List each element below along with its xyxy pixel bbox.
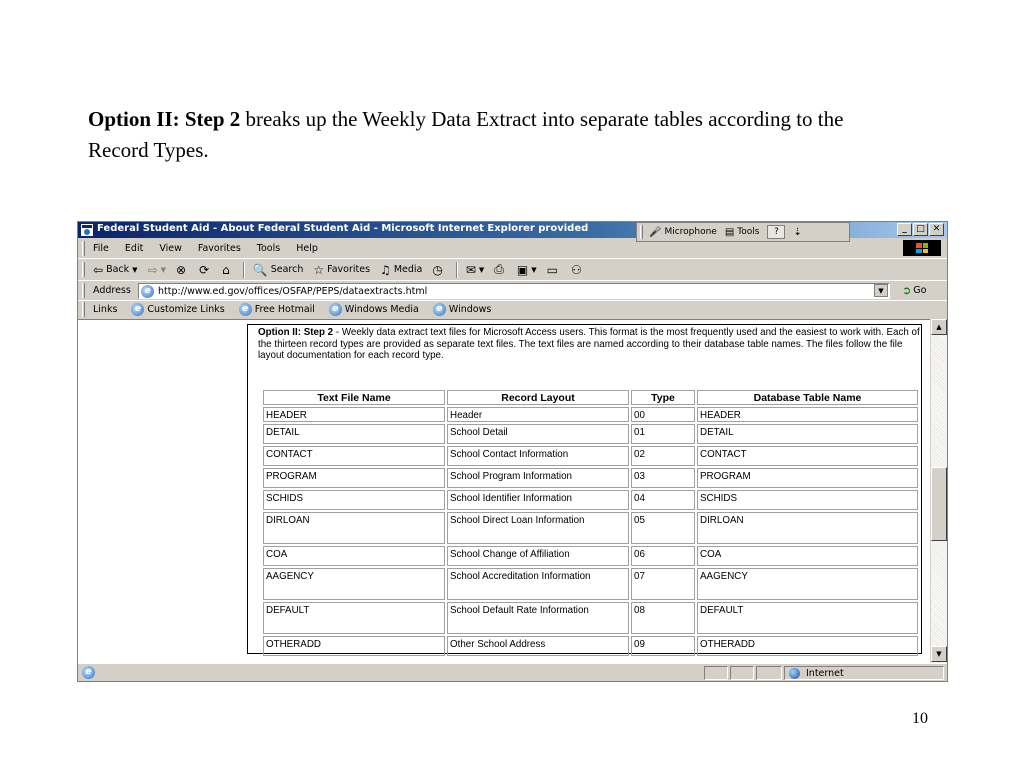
link-ie-icon: e — [329, 303, 342, 316]
table-cell: 06 — [631, 546, 695, 566]
windows-logo — [903, 240, 941, 256]
favorites-icon: ☆ — [313, 262, 325, 277]
table-row — [263, 446, 918, 466]
page-number: 10 — [912, 710, 928, 727]
media-label: Media — [393, 264, 423, 275]
search-label: Search — [270, 264, 304, 275]
table-cell: Header — [447, 407, 629, 422]
media-icon: ♫ — [380, 262, 391, 277]
status-pane — [704, 666, 728, 680]
table-row — [263, 424, 918, 444]
table-body — [263, 407, 918, 656]
home-button[interactable] — [222, 263, 233, 277]
messenger-icon: ⚇ — [570, 262, 582, 277]
link-ie-icon: e — [239, 303, 252, 316]
microphone-button[interactable] — [649, 227, 717, 238]
minimize-button[interactable]: _ — [897, 223, 912, 236]
favorites-button[interactable] — [313, 263, 370, 277]
table-cell: PROGRAM — [697, 468, 918, 488]
table-cell: School Contact Information — [447, 446, 629, 466]
menu-edit[interactable]: Edit — [124, 243, 144, 254]
table-cell: Other School Address — [447, 636, 629, 656]
menu-bar-grip[interactable] — [82, 241, 85, 256]
tools-icon: ▤ — [724, 226, 735, 238]
table-cell: DETAIL — [697, 424, 918, 444]
go-label: Go — [913, 285, 927, 296]
back-arrow-icon: ⇦ — [93, 262, 104, 277]
table-cell: 03 — [631, 468, 695, 488]
slide-heading-text: breaks up the Weekly Data Extract into separate tables according to the Record Types. — [88, 107, 844, 162]
close-button[interactable]: ✕ — [929, 223, 944, 236]
intro-bold: Option II: Step 2 — [258, 327, 334, 338]
table-cell: 07 — [631, 568, 695, 600]
table-cell: 02 — [631, 446, 695, 466]
links-label: Links — [93, 304, 118, 315]
table-cell: DEFAULT — [697, 602, 918, 634]
language-options-icon[interactable]: ⇣ — [793, 226, 802, 238]
column-header: Record Layout — [447, 390, 629, 405]
page-ie-icon: e — [141, 285, 154, 298]
table-row — [263, 468, 918, 488]
language-bar-grip[interactable] — [640, 225, 643, 239]
link-label: Windows — [448, 304, 492, 315]
messenger-button[interactable] — [571, 263, 585, 277]
caption-buttons — [896, 223, 944, 236]
go-button[interactable] — [902, 284, 926, 297]
home-icon: ⌂ — [222, 262, 230, 277]
toolbar-separator — [243, 262, 245, 278]
tools-label: Tools — [737, 227, 760, 237]
mail-icon: ✉ — [465, 262, 476, 277]
table-cell: 00 — [631, 407, 695, 422]
address-bar — [78, 280, 947, 300]
mail-button[interactable] — [466, 263, 484, 277]
link-label: Customize Links — [147, 304, 225, 315]
intro-paragraph — [258, 327, 922, 362]
search-button[interactable] — [253, 263, 304, 277]
print-icon: ⎙ — [494, 262, 504, 276]
word-edit-icon: ▣ — [516, 262, 529, 277]
table-cell: DEFAULT — [263, 602, 445, 634]
table-cell: OTHERADD — [697, 636, 918, 656]
stop-button[interactable] — [176, 263, 189, 277]
address-input[interactable] — [138, 283, 890, 299]
browser-window — [77, 221, 948, 682]
table-cell: CONTACT — [263, 446, 445, 466]
table-cell: 09 — [631, 636, 695, 656]
forward-arrow-icon: ⇨ — [147, 262, 158, 277]
table-row — [263, 512, 918, 544]
window-title: Federal Student Aid - About Federal Student Aid - Microsoft Internet Explorer provided — [97, 223, 589, 234]
menu-bar — [78, 239, 947, 258]
table-row — [263, 602, 918, 634]
standard-toolbar — [78, 258, 947, 280]
tools-button[interactable] — [725, 227, 760, 238]
column-header: Database Table Name — [697, 390, 918, 405]
table-cell: DETAIL — [263, 424, 445, 444]
table-cell: DIRLOAN — [697, 512, 918, 544]
table-header-row — [263, 390, 918, 405]
menu-file[interactable]: File — [93, 243, 109, 254]
status-bar — [78, 663, 947, 681]
table-cell: HEADER — [263, 407, 445, 422]
back-button[interactable] — [93, 263, 138, 277]
back-dropdown-icon[interactable]: ▼ — [132, 265, 138, 274]
menu-tools[interactable]: Tools — [256, 243, 281, 254]
table-cell: OTHERADD — [263, 636, 445, 656]
link-windows-media[interactable] — [329, 303, 419, 316]
ie-app-icon — [81, 224, 93, 236]
status-pane — [730, 666, 754, 680]
intro-text: - Weekly data extract text files for Microsoft Access users. This format is the most frequently used and the easiest to work with. Each of the thirteen record types are provided as separate text files. The text files are named according to their database table names. The files follow the file layout documentation for each record type. — [258, 327, 920, 361]
refresh-button[interactable] — [199, 263, 212, 277]
forward-button[interactable] — [148, 263, 166, 277]
print-button[interactable] — [494, 262, 507, 277]
media-button[interactable] — [380, 263, 422, 277]
forward-dropdown-icon[interactable]: ▼ — [160, 265, 167, 274]
table-cell: 04 — [631, 490, 695, 510]
back-label: Back — [106, 264, 130, 275]
stop-icon: ⊗ — [176, 262, 187, 277]
scroll-up-button[interactable]: ▲ — [931, 319, 947, 335]
table-cell: School Detail — [447, 424, 629, 444]
table-cell: PROGRAM — [263, 468, 445, 488]
favorites-label: Favorites — [327, 264, 371, 275]
link-free-hotmail[interactable] — [239, 303, 315, 316]
microphone-icon: 🎤 — [649, 226, 662, 238]
mail-dropdown-icon[interactable]: ▼ — [478, 265, 485, 274]
scroll-thumb[interactable] — [931, 467, 947, 541]
table-cell: SCHIDS — [263, 490, 445, 510]
maximize-button[interactable]: □ — [913, 223, 928, 236]
table-row — [263, 568, 918, 600]
address-label: Address — [93, 285, 131, 296]
language-help-button[interactable]: ? — [767, 225, 785, 239]
history-button[interactable] — [432, 263, 445, 277]
history-icon: ◷ — [432, 262, 443, 277]
link-customize-links[interactable] — [131, 303, 224, 316]
refresh-icon: ⟳ — [199, 262, 210, 277]
table-cell: 08 — [631, 602, 695, 634]
toolbar-grip[interactable] — [82, 262, 85, 277]
table-cell: School Direct Loan Information — [447, 512, 629, 544]
table-cell: School Change of Affiliation — [447, 546, 629, 566]
table-row — [263, 407, 918, 422]
table-cell: AAGENCY — [697, 568, 918, 600]
table-cell: CONTACT — [697, 446, 918, 466]
scroll-down-button[interactable]: ▼ — [931, 646, 947, 662]
search-icon: 🔍 — [252, 262, 268, 277]
links-bar-grip[interactable] — [82, 302, 85, 317]
slide-heading — [88, 104, 868, 166]
table-cell: School Default Rate Information — [447, 602, 629, 634]
internet-globe-icon — [789, 668, 800, 679]
table-cell: School Identifier Information — [447, 490, 629, 510]
status-pane — [756, 666, 782, 680]
link-windows[interactable] — [433, 303, 491, 316]
microphone-label: Microphone — [664, 227, 717, 237]
address-url: http://www.ed.gov/offices/OSFAP/PEPS/dataextracts.html — [158, 285, 428, 297]
address-dropdown-icon[interactable]: ▼ — [874, 284, 888, 297]
table-row — [263, 636, 918, 656]
go-arrow-icon: ➲ — [902, 284, 912, 297]
record-types-table — [261, 388, 920, 658]
link-ie-icon: e — [131, 303, 144, 316]
links-bar — [78, 300, 947, 318]
table-cell: AAGENCY — [263, 568, 445, 600]
discuss-button[interactable] — [547, 263, 561, 277]
column-header: Type — [631, 390, 695, 405]
table-cell: COA — [263, 546, 445, 566]
security-zone — [784, 666, 944, 680]
windows-flag-icon — [916, 243, 928, 253]
link-label: Free Hotmail — [254, 304, 315, 315]
table-cell: HEADER — [697, 407, 918, 422]
vertical-scrollbar[interactable] — [930, 319, 947, 663]
edit-button[interactable] — [517, 263, 537, 277]
table-row — [263, 546, 918, 566]
page-content[interactable] — [78, 319, 930, 663]
table-cell: School Accreditation Information — [447, 568, 629, 600]
edit-dropdown-icon[interactable]: ▼ — [531, 265, 537, 274]
slide-heading-bold: Option II: Step 2 — [88, 107, 241, 131]
link-ie-icon: e — [433, 303, 446, 316]
toolbar-separator — [456, 262, 458, 278]
menu-help[interactable]: Help — [296, 243, 318, 254]
table-cell: School Program Information — [447, 468, 629, 488]
zone-label: Internet — [806, 667, 844, 679]
status-page-icon: e — [82, 666, 95, 679]
table-cell: COA — [697, 546, 918, 566]
table-cell: DIRLOAN — [263, 512, 445, 544]
address-bar-grip[interactable] — [82, 283, 85, 298]
discuss-icon: ▭ — [546, 262, 558, 277]
table-cell: 05 — [631, 512, 695, 544]
menu-favorites[interactable]: Favorites — [197, 243, 241, 254]
column-header: Text File Name — [263, 390, 445, 405]
menu-view[interactable]: View — [159, 243, 182, 254]
table-row — [263, 490, 918, 510]
table-cell: SCHIDS — [697, 490, 918, 510]
link-label: Windows Media — [344, 304, 419, 315]
table-cell: 01 — [631, 424, 695, 444]
